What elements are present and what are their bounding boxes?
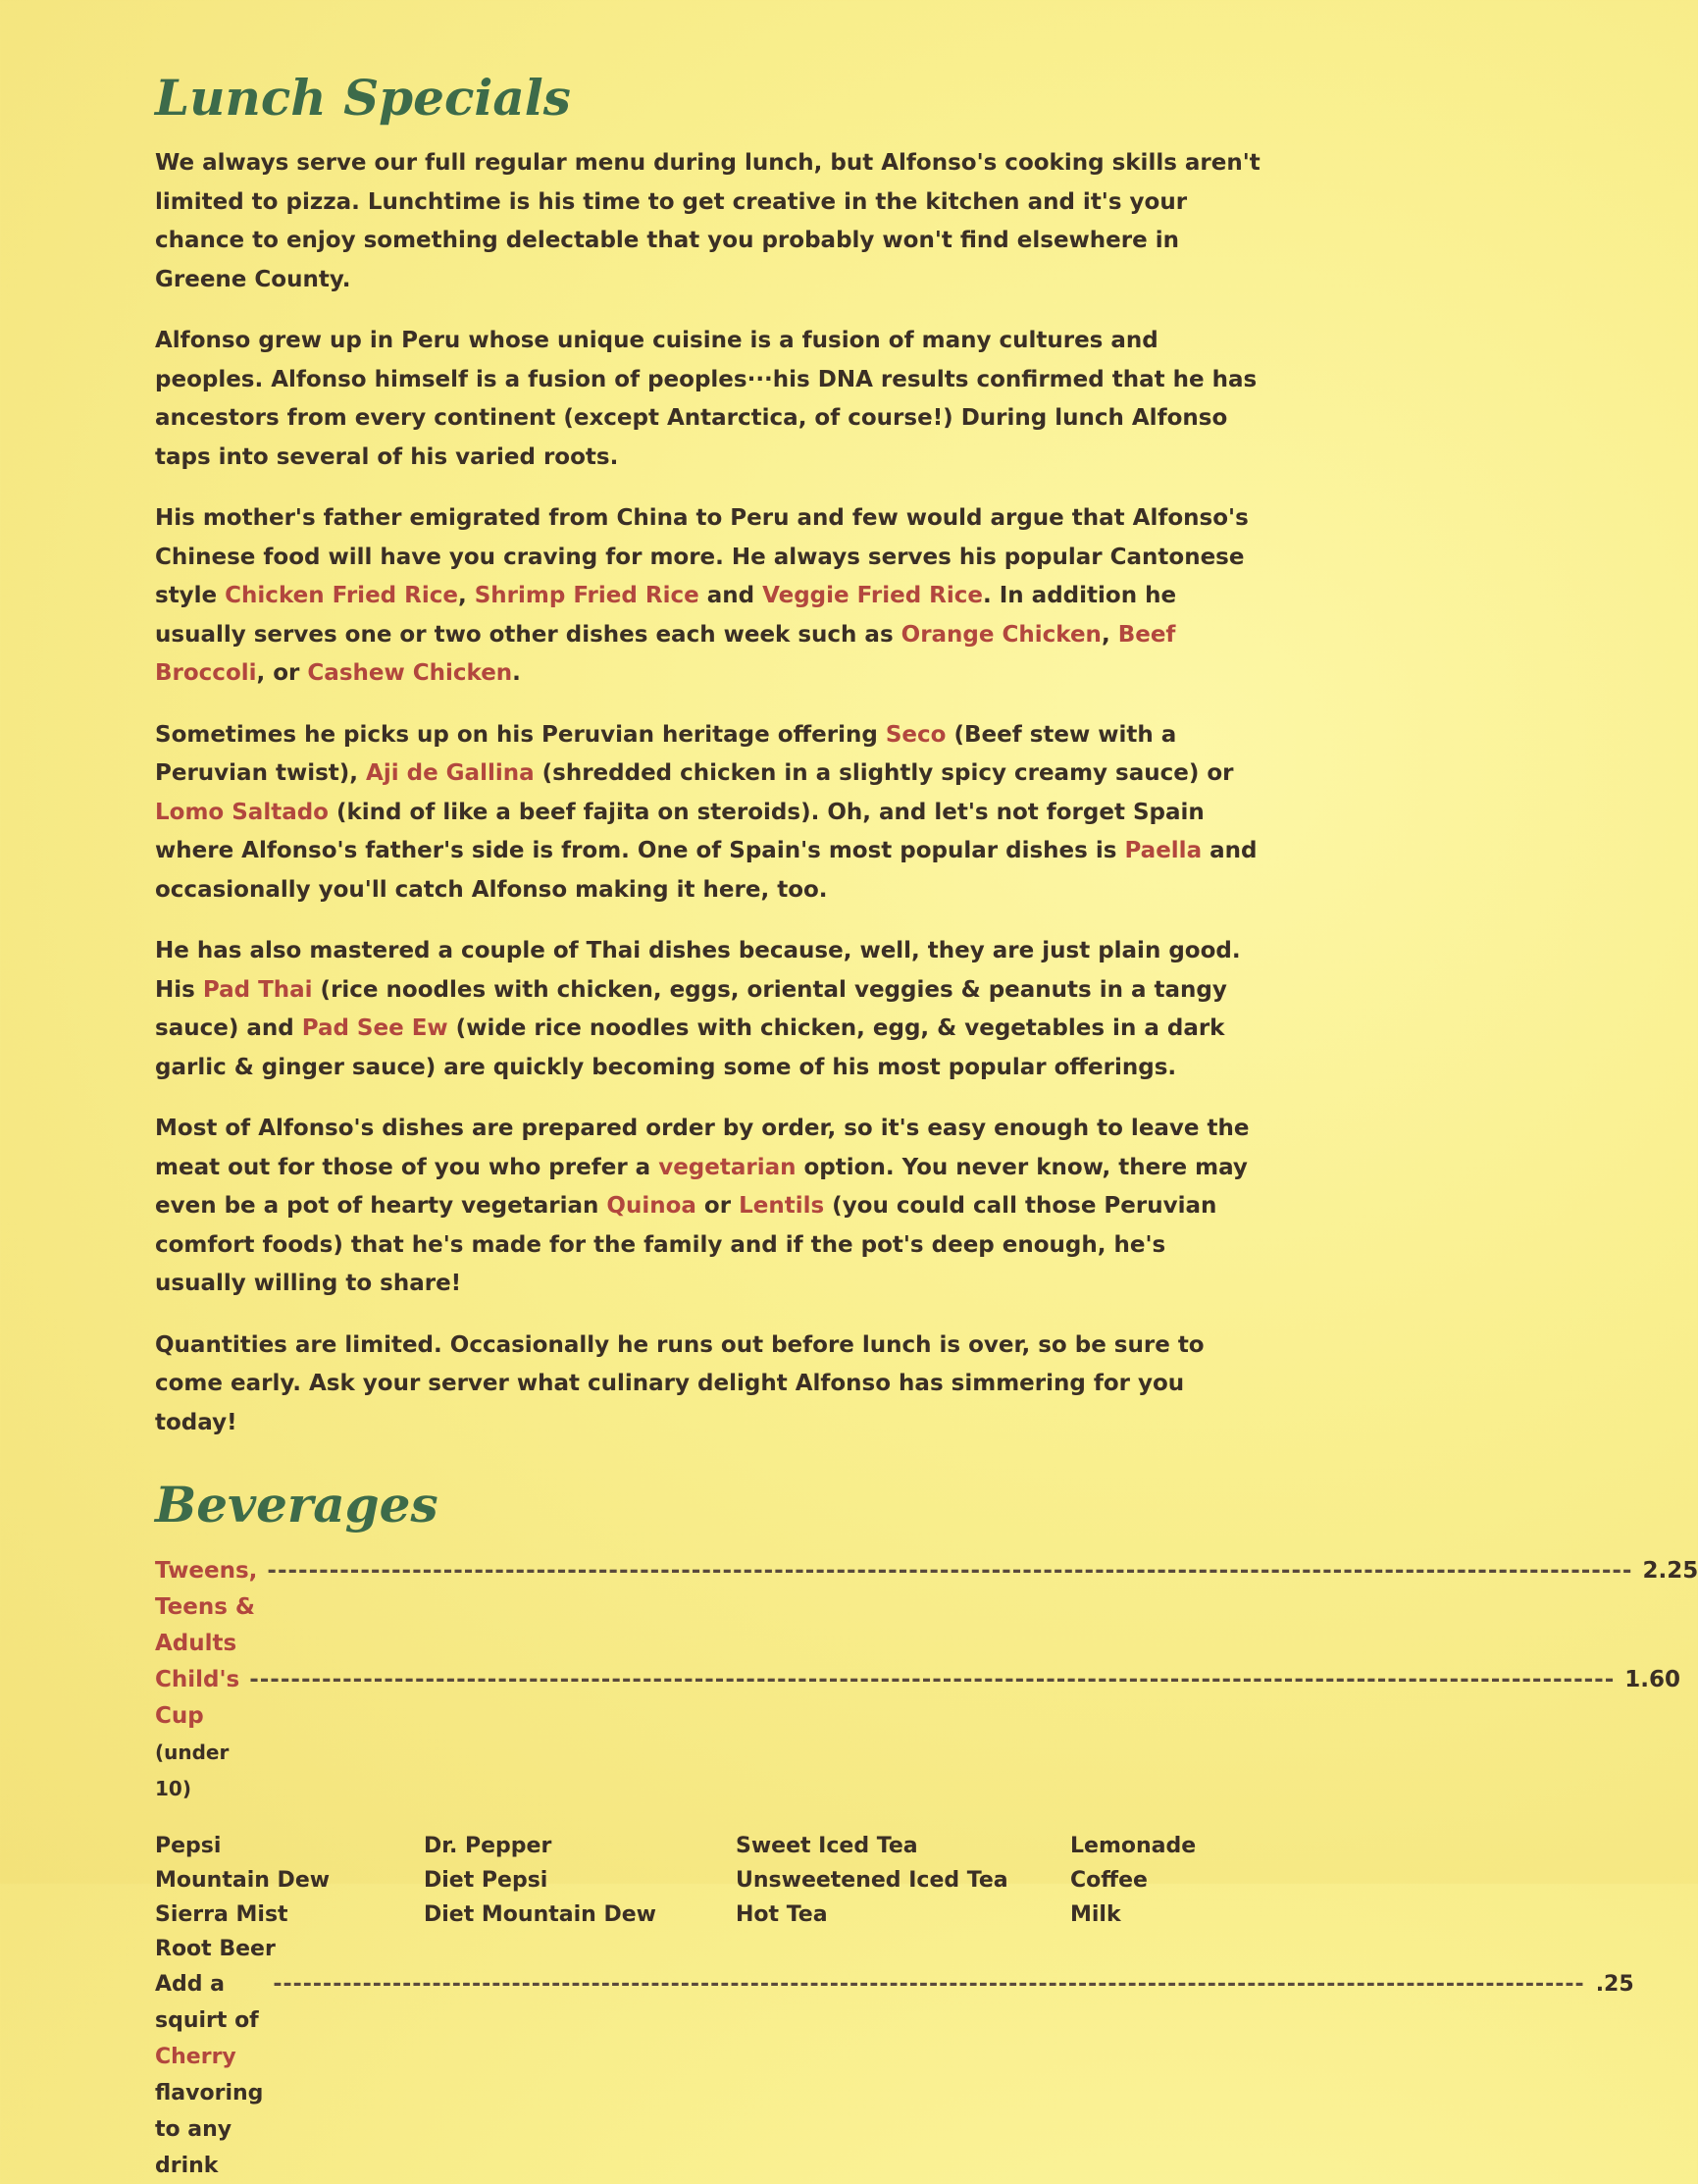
chinese-food-paragraph	[155, 499, 1263, 694]
dish-name: vegetarian	[658, 1154, 797, 1180]
dot-leader: ------------------------------------------------------------------------------------------------------------------------------------	[267, 1558, 1633, 1584]
dish-name: Lentils	[739, 1193, 825, 1219]
vegetarian-paragraph	[155, 1110, 1263, 1304]
text: (rice noodles with chicken, eggs, oriental veggies & peanuts in a tangy sauce) and	[155, 976, 1227, 1041]
cherry-addon-row	[155, 1966, 1634, 2184]
drink-item: Mountain Dew	[155, 1868, 331, 1893]
drink-column-3	[736, 1829, 1070, 1966]
text: He has also mastered a couple of Thai dishes because, well, they are just plain good. His	[155, 938, 1241, 1003]
dish-name: Shrimp Fried Rice	[474, 583, 699, 608]
dish-name: Aji de Gallina	[366, 760, 535, 786]
drink-item: Lemonade	[1070, 1834, 1197, 1858]
child-cup-note: (under 10)	[155, 1741, 230, 1800]
text: flavoring to any drink	[155, 2081, 264, 2178]
dish-name: Seco	[885, 721, 947, 748]
price-label	[155, 1662, 239, 1807]
drink-item: Sierra Mist	[155, 1902, 288, 1927]
beverages-title: Beverages	[155, 1476, 438, 1534]
flavor-name: Cherry	[155, 2045, 236, 2069]
price-value: 2.25	[1642, 1558, 1698, 1584]
dish-name: Veggie Fried Rice	[762, 583, 983, 608]
text: Sometimes he picks up on his Peruvian heritage offering	[155, 721, 886, 748]
dot-leader: ------------------------------------------------------------------------------------------------------------------------------------	[273, 1972, 1585, 1997]
text: (kind of like a beef fajita on steroids). Oh, and let's not forget Spain where Alfonso's father's side is from. One of Spain's most popular dishes is	[155, 799, 1205, 863]
drink-item: Root Beer	[155, 1937, 276, 1961]
dish-name: Pad See Ew	[301, 1015, 448, 1041]
text: (Beef stew with a Peruvian twist),	[155, 721, 1177, 786]
drink-item: Diet Mountain Dew	[424, 1902, 656, 1927]
menu-page	[155, 69, 1698, 2184]
peruvian-spanish-paragraph	[155, 716, 1263, 910]
price-label: Tweens, Teens & Adults	[155, 1558, 258, 1656]
text: . In addition he usually serves one or two other dishes each week such as	[155, 583, 1177, 648]
dish-name: Cashew Chicken	[307, 660, 513, 686]
addon-label	[155, 1966, 263, 2184]
price-value: 1.60	[1624, 1667, 1681, 1692]
drink-list	[155, 1829, 1263, 1966]
lunch-specials-title: Lunch Specials	[155, 69, 571, 127]
text: .	[512, 660, 521, 686]
drink-item: Pepsi	[155, 1834, 222, 1858]
drink-column-1	[155, 1829, 424, 1966]
text: (shredded chicken in a slightly spicy creamy sauce) or	[534, 760, 1234, 786]
drink-item: Sweet Iced Tea	[736, 1834, 918, 1858]
dish-name: Paella	[1124, 838, 1203, 863]
text: (you could call those Peruvian comfort foods) that he's made for the family and if the pot's deep enough, he's usually willing to share!	[155, 1193, 1217, 1296]
text: Add a squirt of	[155, 1972, 259, 2033]
adult-drink-price-row	[155, 1553, 1698, 1662]
dish-name: Pad Thai	[202, 976, 313, 1003]
child-cup-label: Child's Cup	[155, 1667, 240, 1729]
text: and	[698, 583, 763, 608]
peru-paragraph: Alfonso grew up in Peru whose unique cuisine is a fusion of many cultures and peoples. Alfonso himself is a fusion of peoples···his DNA results confirmed that he has ancestors from every continent (except Antarctica, of course!) During lunch Alfonso taps into several of his varied roots.	[155, 328, 1258, 470]
child-drink-price-row	[155, 1662, 1681, 1807]
dish-name: Chicken Fried Rice	[225, 583, 458, 608]
dish-name: Beef Broccoli	[155, 621, 1176, 686]
drink-item: Diet Pepsi	[424, 1868, 548, 1893]
text: or	[695, 1193, 740, 1219]
thai-paragraph	[155, 932, 1263, 1087]
drink-item: Coffee	[1070, 1868, 1148, 1893]
text: ,	[457, 583, 475, 608]
drink-item: Dr. Pepper	[424, 1834, 552, 1858]
drink-item: Unsweetened Iced Tea	[736, 1868, 1008, 1893]
text: (wide rice noodles with chicken, egg, & vegetables in a dark garlic & ginger sauce) are quickly becoming some of his most popular offerings.	[155, 1015, 1225, 1080]
lunch-intro-paragraph: We always serve our full regular menu during lunch, but Alfonso's cooking skills aren't limited to pizza. Lunchtime is his time to get creative in the kitchen and it's your chance to enjoy something delectable that you probably won't find elsewhere in Greene County.	[155, 150, 1261, 292]
drink-column-2	[424, 1829, 736, 1966]
drink-item: Milk	[1070, 1902, 1121, 1927]
quantities-paragraph: Quantities are limited. Occasionally he runs out before lunch is over, so be sure to come early. Ask your server what culinary delight Alfonso has simmering for you today!	[155, 1331, 1205, 1435]
text: ,	[1101, 621, 1118, 648]
dish-name: Lomo Saltado	[155, 799, 329, 825]
text: His mother's father emigrated from China to Peru and few would argue that Alfonso's Chinese food will have you craving for more. He always serves his popular Cantonese style	[155, 505, 1249, 608]
price-value: .25	[1595, 1972, 1634, 1997]
text: and occasionally you'll catch Alfonso making it here, too.	[155, 838, 1258, 903]
dish-name: Orange Chicken	[900, 621, 1102, 648]
drink-column-4	[1070, 1829, 1266, 1966]
dot-leader: ------------------------------------------------------------------------------------------------------------------------------------	[249, 1667, 1616, 1692]
text: option. You never know, there may even be a pot of hearty vegetarian	[155, 1154, 1248, 1219]
drink-item: Hot Tea	[736, 1902, 828, 1927]
text: Most of Alfonso's dishes are prepared order by order, so it's easy enough to leave the meat out for those of you who prefer a	[155, 1116, 1250, 1180]
dish-name: Quinoa	[606, 1193, 696, 1219]
text: , or	[256, 660, 308, 686]
